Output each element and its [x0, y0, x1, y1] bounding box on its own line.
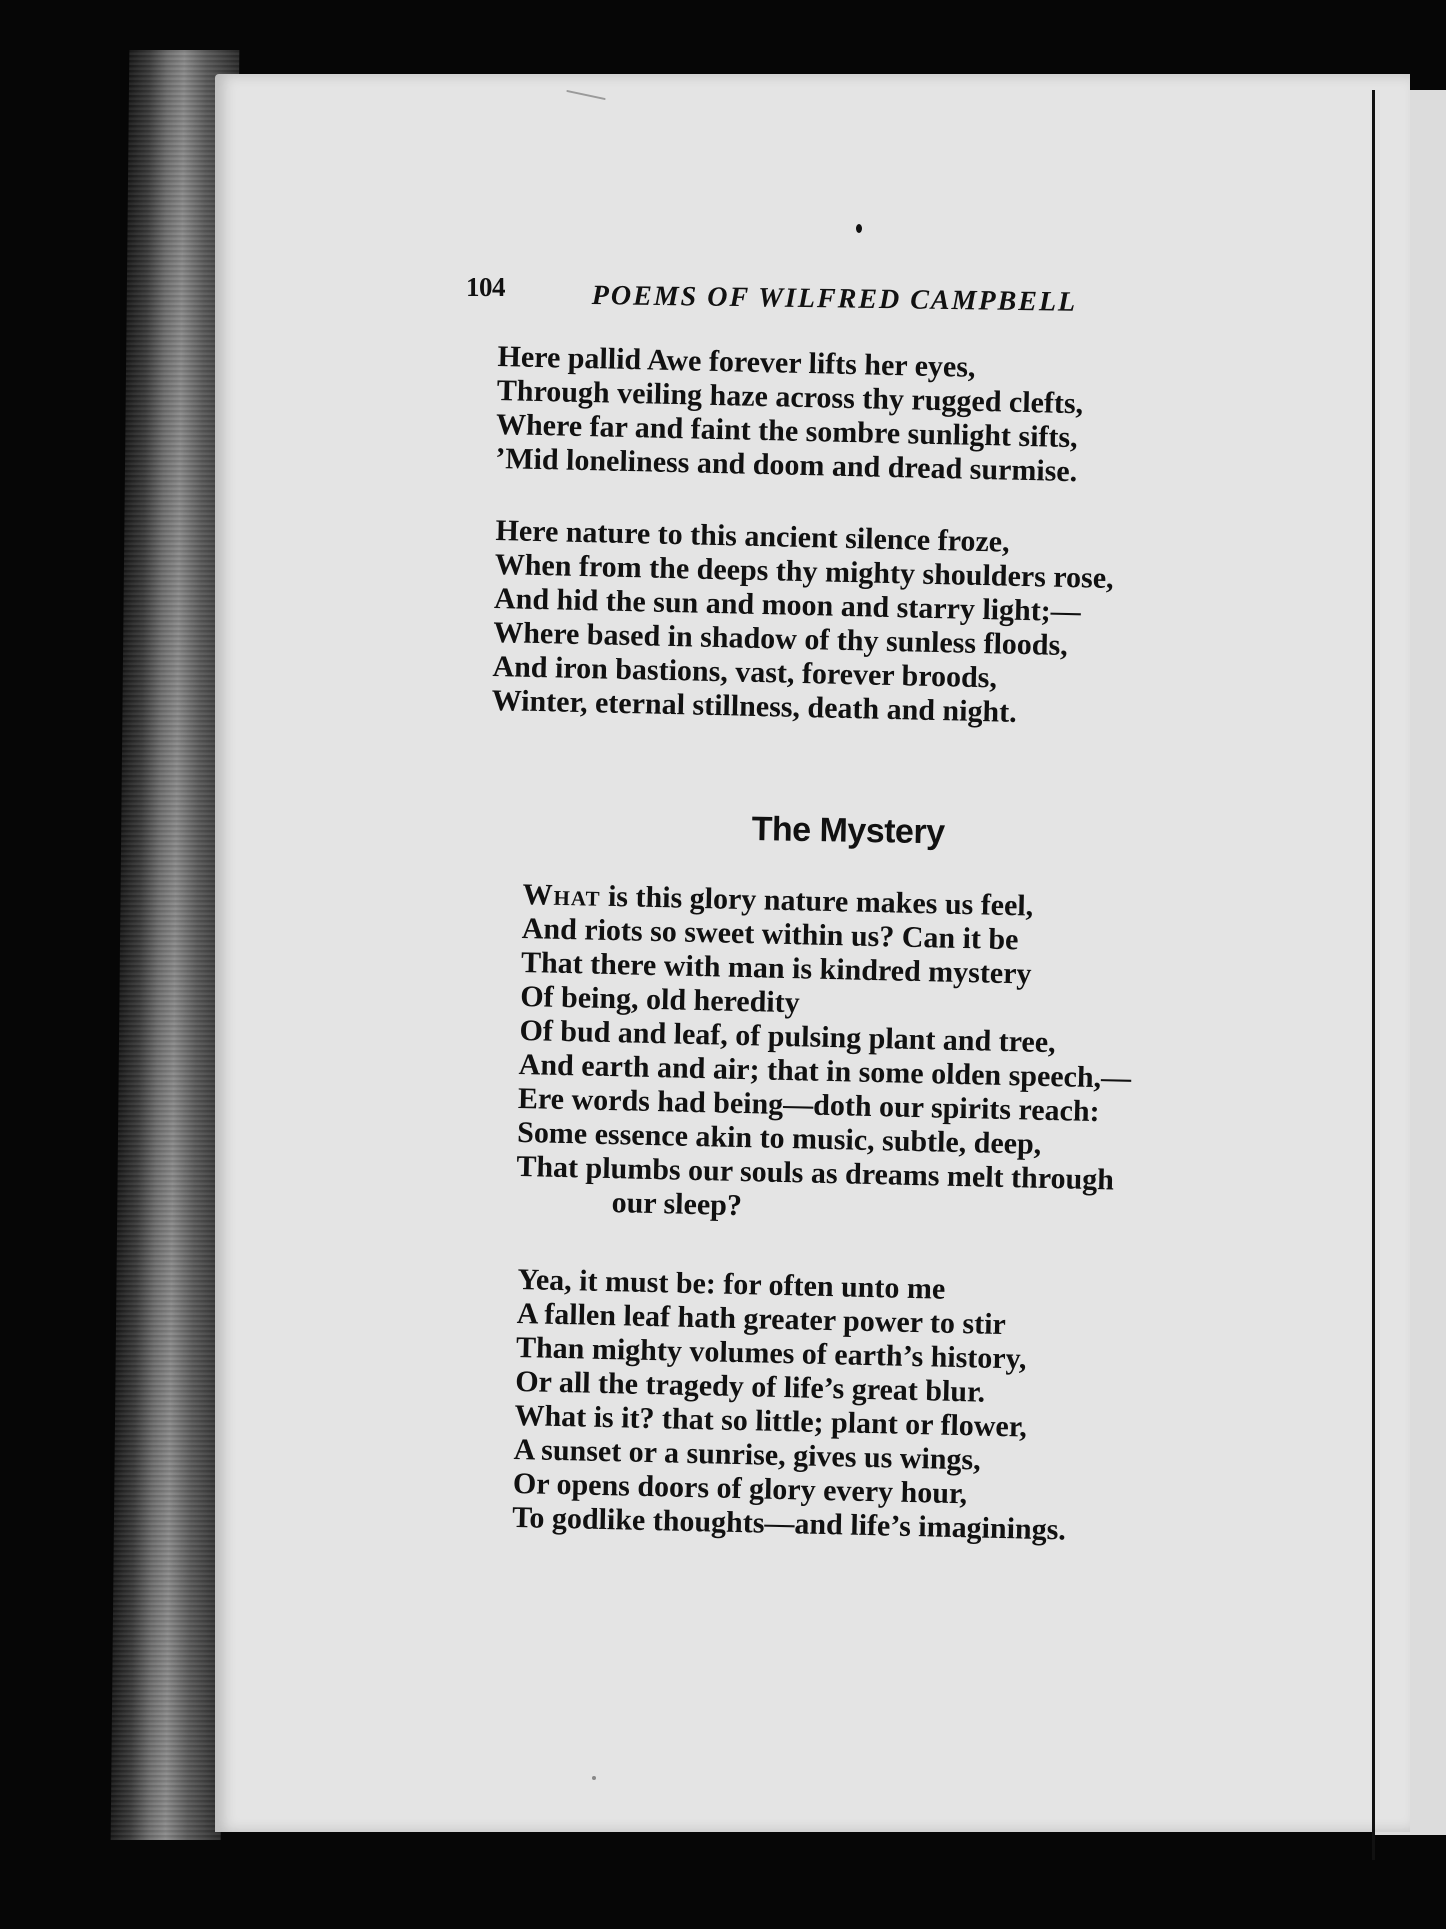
- verse-line: When from the deeps thy mighty shoulders rose,: [494, 547, 1114, 596]
- page-gutter-line: [1372, 90, 1375, 1860]
- verse-line: Winter, eternal stillness, death and night.: [491, 683, 1018, 729]
- verse-line-continuation: our sleep?: [611, 1186, 743, 1223]
- verse-line: And iron bastions, vast, forever broods,: [492, 649, 998, 695]
- stanza-1: [495, 340, 1084, 489]
- verse-line: Where far and faint the sombre sunlight sifts,: [495, 407, 1079, 455]
- ink-dot: [856, 224, 862, 233]
- verse-line: ’Mid loneliness and doom and dread surmise.: [494, 441, 1078, 489]
- verse-line: Some essence akin to music, subtle, deep,: [516, 1115, 1042, 1161]
- verse-line: Of bud and leaf, of pulsing plant and tree,: [519, 1013, 1057, 1060]
- verse-line: That there with man is kindred mystery: [520, 945, 1032, 991]
- page-number: 104: [466, 272, 505, 302]
- first-word: What: [522, 878, 601, 913]
- verse-line: Of being, old heredity: [519, 979, 801, 1020]
- verse-line: And earth and air; that in some olden speech,—: [518, 1047, 1132, 1095]
- verse-line: What is it? that so little; plant or flower,: [514, 1398, 1028, 1444]
- poem-stanza-1: [515, 878, 1135, 1232]
- verse-line: Ere words had being—doth our spirits reach:: [517, 1081, 1100, 1129]
- verse-line: A fallen leaf hath greater power to stir: [516, 1296, 1007, 1342]
- verse-line: A sunset or a sunrise, gives us wings,: [513, 1432, 982, 1477]
- verse-line: Where based in shadow of thy sunless floods,: [492, 615, 1069, 663]
- verse-line: Or all the tragedy of life’s great blur.: [514, 1364, 986, 1409]
- stanza-2: [491, 514, 1114, 732]
- running-title: POEMS OF WILFRED CAMPBELL: [591, 280, 1078, 318]
- verse-line: Than mighty volumes of earth’s history,: [515, 1330, 1027, 1376]
- verse-line: To godlike thoughts—and life’s imaginings.: [511, 1500, 1067, 1547]
- verse-line: Here pallid Awe forever lifts her eyes,: [497, 340, 976, 384]
- dust-speck: [592, 1776, 596, 1780]
- verse-line: Here nature to this ancient silence froze,: [495, 514, 1010, 559]
- verse-line-rest: is this glory nature makes us feel,: [600, 879, 1034, 923]
- verse-line: Through veiling haze across thy rugged clefts,: [496, 373, 1084, 421]
- verse-line: And riots so sweet within us? Can it be: [521, 911, 1019, 957]
- verse-line: Or opens doors of glory every hour,: [512, 1466, 968, 1511]
- poem-stanza-2: [512, 1263, 1072, 1547]
- verse-line: Yea, it must be: for often unto me: [517, 1263, 946, 1306]
- poem-title: The Mystery: [751, 810, 945, 852]
- verse-line: That plumbs our souls as dreams melt through: [516, 1149, 1115, 1197]
- verse-line: And hid the sun and moon and starry light;—: [493, 581, 1082, 629]
